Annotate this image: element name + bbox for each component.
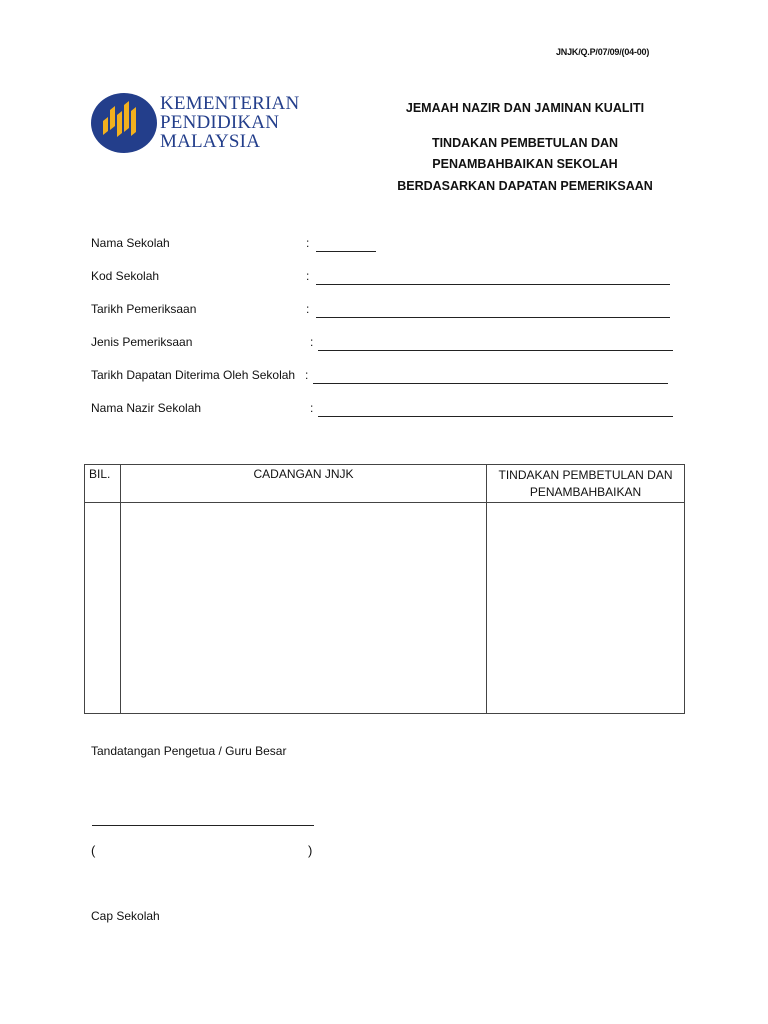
field-colon: : [306, 302, 310, 316]
signature-label: Tandatangan Pengetua / Guru Besar [91, 744, 287, 758]
field-colon: : [310, 401, 314, 415]
field-label-kod-sekolah: Kod Sekolah [91, 269, 160, 283]
cadangan-table [84, 464, 685, 714]
field-label-nama-nazir: Nama Nazir Sekolah [91, 401, 202, 415]
field-label-nama-sekolah: Nama Sekolah [91, 236, 170, 250]
field-label-tarikh-dapatan: Tarikh Dapatan Diterima Oleh Sekolah [91, 368, 296, 382]
column-header-tindakan: TINDAKAN PEMBETULAN DAN PENAMBAHBAIKAN [487, 465, 685, 503]
name-open-paren: ( [91, 843, 96, 858]
tarikh-pemeriksaan-line[interactable] [316, 317, 670, 318]
heading-organisation: JEMAAH NAZIR DAN JAMINAN KUALITI [405, 101, 645, 115]
logo-line-1: KEMENTERIAN [160, 93, 300, 114]
field-colon: : [306, 236, 310, 250]
tindakan-cell[interactable] [487, 503, 685, 714]
heading-title-line-2: PENAMBAHBAIKAN SEKOLAH [432, 157, 618, 171]
table-row [85, 503, 685, 714]
field-colon: : [306, 269, 310, 283]
field-colon: : [310, 335, 314, 349]
logo-line-2: PENDIDIKAN [160, 112, 280, 133]
column-header-cadangan: CADANGAN JNJK [121, 465, 487, 503]
table-header-row [85, 465, 685, 503]
kod-sekolah-line[interactable] [316, 284, 670, 285]
cadangan-cell[interactable] [121, 503, 487, 714]
nama-sekolah-line[interactable] [316, 251, 376, 252]
tarikh-dapatan-line[interactable] [313, 383, 668, 384]
document-code: JNJK/Q.P/07/09/(04-00) [556, 47, 650, 57]
column-header-bil: BIL. [85, 465, 121, 503]
heading-title-line-1: TINDAKAN PEMBETULAN DAN [431, 136, 619, 150]
stamp-label: Cap Sekolah [91, 909, 160, 923]
logo-wordmark [160, 94, 299, 151]
jenis-pemeriksaan-line[interactable] [318, 350, 673, 351]
logo-line-3: MALAYSIA [160, 131, 261, 152]
nama-nazir-line[interactable] [318, 416, 673, 417]
name-close-paren: ) [308, 843, 313, 858]
signature-line[interactable] [92, 825, 314, 826]
field-colon: : [305, 368, 309, 382]
heading-title-line-3: BERDASARKAN DAPATAN PEMERIKSAAN [397, 179, 653, 193]
field-label-jenis-pemeriksaan: Jenis Pemeriksaan [91, 335, 193, 349]
field-label-tarikh-pemeriksaan: Tarikh Pemeriksaan [91, 302, 197, 316]
bil-cell[interactable] [85, 503, 121, 714]
